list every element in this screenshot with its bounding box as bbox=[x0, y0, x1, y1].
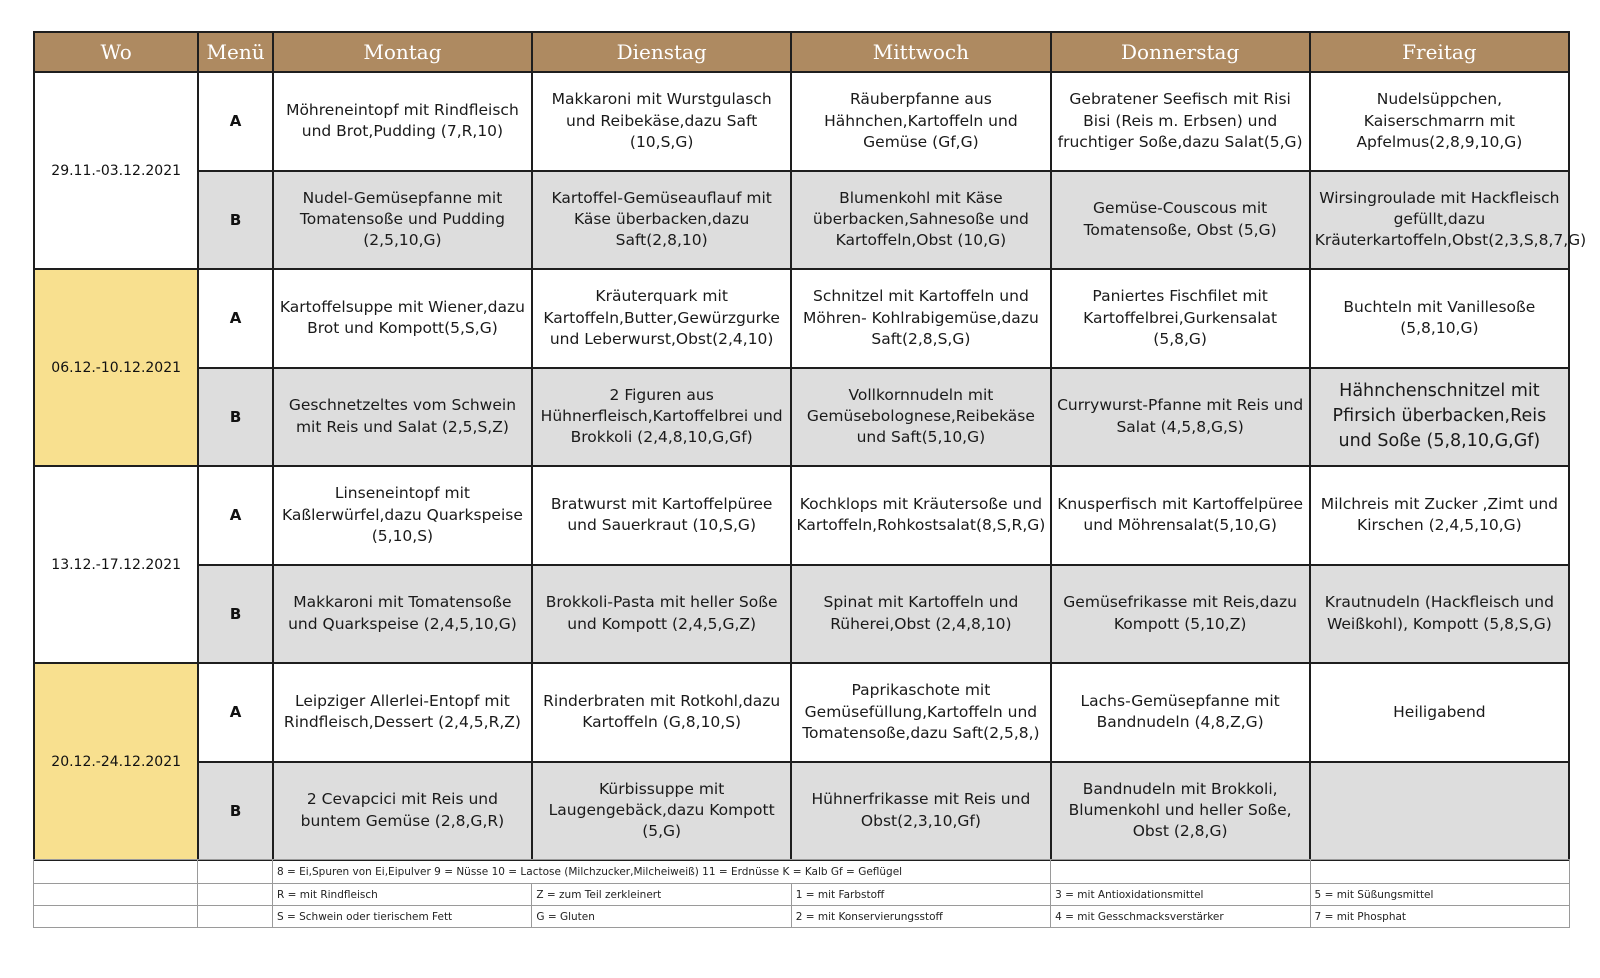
dish-cell: Gemüsefrikasse mit Reis,dazu Kompott (5,10,Z) bbox=[1051, 565, 1310, 664]
dish-cell: Buchteln mit Vanillesoße (5,8,10,G) bbox=[1310, 269, 1569, 368]
legend-item: 5 = mit Süßungsmittel bbox=[1310, 884, 1569, 906]
dish-cell: Knusperfisch mit Kartoffelpüree und Möhrensalat(5,10,G) bbox=[1051, 466, 1310, 565]
legend-row bbox=[34, 860, 1570, 884]
week-label: 20.12.-24.12.2021 bbox=[34, 663, 198, 860]
header-friday: Freitag bbox=[1310, 32, 1569, 72]
dish-cell: Räuberpfanne aus Hähnchen,Kartoffeln und Gemüse (Gf,G) bbox=[791, 72, 1050, 171]
week-label: 06.12.-10.12.2021 bbox=[34, 269, 198, 466]
legend-table bbox=[33, 859, 1570, 928]
dish-cell: Bandnudeln mit Brokkoli, Blumenkohl und heller Soße, Obst (2,8,G) bbox=[1051, 762, 1310, 861]
table-row bbox=[34, 565, 1569, 664]
header-menu: Menü bbox=[198, 32, 273, 72]
dish-cell: Wirsingroulade mit Hackfleisch gefüllt,dazu Kräuterkartoffeln,Obst(2,3,S,8,7,G) bbox=[1310, 171, 1569, 270]
legend-item: 7 = mit Phosphat bbox=[1310, 906, 1569, 928]
legend-empty bbox=[198, 860, 273, 884]
dish-cell: Lachs-Gemüsepfanne mit Bandnudeln (4,8,Z,G) bbox=[1051, 663, 1310, 762]
dish-cell: Krautnudeln (Hackfleisch und Weißkohl), Kompott (5,8,S,G) bbox=[1310, 565, 1569, 664]
menu-label-a: A bbox=[198, 269, 273, 368]
legend-empty bbox=[1310, 860, 1569, 884]
legend-item: 3 = mit Antioxidationsmittel bbox=[1051, 884, 1310, 906]
meal-plan-table bbox=[33, 31, 1587, 861]
header-thursday: Donnerstag bbox=[1051, 32, 1310, 72]
header-wednesday: Mittwoch bbox=[791, 32, 1050, 72]
dish-cell: Spinat mit Kartoffeln und Rüherei,Obst (2,4,8,10) bbox=[791, 565, 1050, 664]
menu-label-b: B bbox=[198, 762, 273, 861]
menu-label-b: B bbox=[198, 565, 273, 664]
legend-item: S = Schwein oder tierischem Fett bbox=[272, 906, 531, 928]
table-row bbox=[34, 663, 1569, 762]
dish-cell: Möhreneintopf mit Rindfleisch und Brot,Pudding (7,R,10) bbox=[273, 72, 532, 171]
menu-label-b: B bbox=[198, 368, 273, 467]
week-label: 29.11.-03.12.2021 bbox=[34, 72, 198, 269]
week-label: 13.12.-17.12.2021 bbox=[34, 466, 198, 663]
dish-cell: Linseneintopf mit Kaßlerwürfel,dazu Quarkspeise (5,10,S) bbox=[273, 466, 532, 565]
dish-cell: Blumenkohl mit Käse überbacken,Sahnesoße und Kartoffeln,Obst (10,G) bbox=[791, 171, 1050, 270]
menu-label-a: A bbox=[198, 663, 273, 762]
table-row bbox=[34, 171, 1569, 270]
dish-cell: Nudelsüppchen, Kaiserschmarrn mit Apfelmus(2,8,9,10,G) bbox=[1310, 72, 1569, 171]
dish-cell: Bratwurst mit Kartoffelpüree und Sauerkraut (10,S,G) bbox=[532, 466, 791, 565]
menu-label-b: B bbox=[198, 171, 273, 270]
dish-cell: Kräuterquark mit Kartoffeln,Butter,Gewürzgurke und Leberwurst,Obst(2,4,10) bbox=[532, 269, 791, 368]
header-monday: Montag bbox=[273, 32, 532, 72]
dish-cell: Vollkornnudeln mit Gemüsebolognese,Reibekäse und Saft(5,10,G) bbox=[791, 368, 1050, 467]
legend-row bbox=[34, 884, 1570, 906]
legend-item: R = mit Rindfleisch bbox=[272, 884, 531, 906]
legend-empty bbox=[1051, 860, 1310, 884]
table-row bbox=[34, 269, 1569, 368]
legend-empty bbox=[34, 906, 198, 928]
legend-item: 1 = mit Farbstoff bbox=[791, 884, 1050, 906]
table-row bbox=[34, 466, 1569, 565]
dish-cell: Leipziger Allerlei-Entopf mit Rindfleisch,Dessert (2,4,5,R,Z) bbox=[273, 663, 532, 762]
dish-cell bbox=[1310, 762, 1569, 861]
legend-item: G = Gluten bbox=[532, 906, 791, 928]
dish-cell: Gemüse-Couscous mit Tomatensoße, Obst (5,G) bbox=[1051, 171, 1310, 270]
dish-cell: Kürbissuppe mit Laugengebäck,dazu Kompott (5,G) bbox=[532, 762, 791, 861]
dish-cell: Rinderbraten mit Rotkohl,dazu Kartoffeln (G,8,10,S) bbox=[532, 663, 791, 762]
table-row bbox=[34, 72, 1569, 171]
dish-cell: Hühnerfrikasse mit Reis und Obst(2,3,10,Gf) bbox=[791, 762, 1050, 861]
dish-cell: Milchreis mit Zucker ,Zimt und Kirschen (2,4,5,10,G) bbox=[1310, 466, 1569, 565]
header-tuesday: Dienstag bbox=[532, 32, 791, 72]
legend-item: Z = zum Teil zerkleinert bbox=[532, 884, 791, 906]
legend-row bbox=[34, 906, 1570, 928]
legend-empty bbox=[198, 906, 273, 928]
menu-label-a: A bbox=[198, 466, 273, 565]
dish-cell: Kartoffel-Gemüseauflauf mit Käse überbacken,dazu Saft(2,8,10) bbox=[532, 171, 791, 270]
dish-cell: Gebratener Seefisch mit Risi Bisi (Reis m. Erbsen) und fruchtiger Soße,dazu Salat(5,G) bbox=[1051, 72, 1310, 171]
dish-cell: Kartoffelsuppe mit Wiener,dazu Brot und Kompott(5,S,G) bbox=[273, 269, 532, 368]
dish-cell: Paprikaschote mit Gemüsefüllung,Kartoffeln und Tomatensoße,dazu Saft(2,5,8,) bbox=[791, 663, 1050, 762]
header-week: Wo bbox=[34, 32, 198, 72]
dish-cell: Nudel-Gemüsepfanne mit Tomatensoße und Pudding (2,5,10,G) bbox=[273, 171, 532, 270]
dish-cell: Currywurst-Pfanne mit Reis und Salat (4,5,8,G,S) bbox=[1051, 368, 1310, 467]
table-row bbox=[34, 762, 1569, 861]
legend-allergens: 8 = Ei,Spuren von Ei,Eipulver 9 = Nüsse 10 = Lactose (Milchzucker,Milcheiweiß) 11 = Erdnüsse K = Kalb Gf = Geflügel bbox=[272, 860, 1050, 884]
legend-empty bbox=[34, 860, 198, 884]
dish-cell: Kochklops mit Kräutersoße und Kartoffeln,Rohkostsalat(8,S,R,G) bbox=[791, 466, 1050, 565]
table-row bbox=[34, 368, 1569, 467]
header-row bbox=[34, 32, 1569, 72]
dish-cell: Makkaroni mit Tomatensoße und Quarkspeise (2,4,5,10,G) bbox=[273, 565, 532, 664]
legend-empty bbox=[198, 884, 273, 906]
dish-cell: Geschnetzeltes vom Schwein mit Reis und Salat (2,5,S,Z) bbox=[273, 368, 532, 467]
dish-cell: Heiligabend bbox=[1310, 663, 1569, 762]
dish-cell: 2 Cevapcici mit Reis und buntem Gemüse (2,8,G,R) bbox=[273, 762, 532, 861]
dish-cell: Hähnchenschnitzel mit Pfirsich überbacken,Reis und Soße (5,8,10,G,Gf) bbox=[1310, 368, 1569, 467]
legend-empty bbox=[34, 884, 198, 906]
menu-label-a: A bbox=[198, 72, 273, 171]
legend-item: 4 = mit Gesschmacksverstärker bbox=[1051, 906, 1310, 928]
legend-item: 2 = mit Konservierungsstoff bbox=[791, 906, 1050, 928]
dish-cell: Paniertes Fischfilet mit Kartoffelbrei,Gurkensalat (5,8,G) bbox=[1051, 269, 1310, 368]
dish-cell: 2 Figuren aus Hühnerfleisch,Kartoffelbrei und Brokkoli (2,4,8,10,G,Gf) bbox=[532, 368, 791, 467]
dish-cell: Makkaroni mit Wurstgulasch und Reibekäse,dazu Saft (10,S,G) bbox=[532, 72, 791, 171]
dish-cell: Schnitzel mit Kartoffeln und Möhren- Kohlrabigemüse,dazu Saft(2,8,S,G) bbox=[791, 269, 1050, 368]
dish-cell: Brokkoli-Pasta mit heller Soße und Kompott (2,4,5,G,Z) bbox=[532, 565, 791, 664]
